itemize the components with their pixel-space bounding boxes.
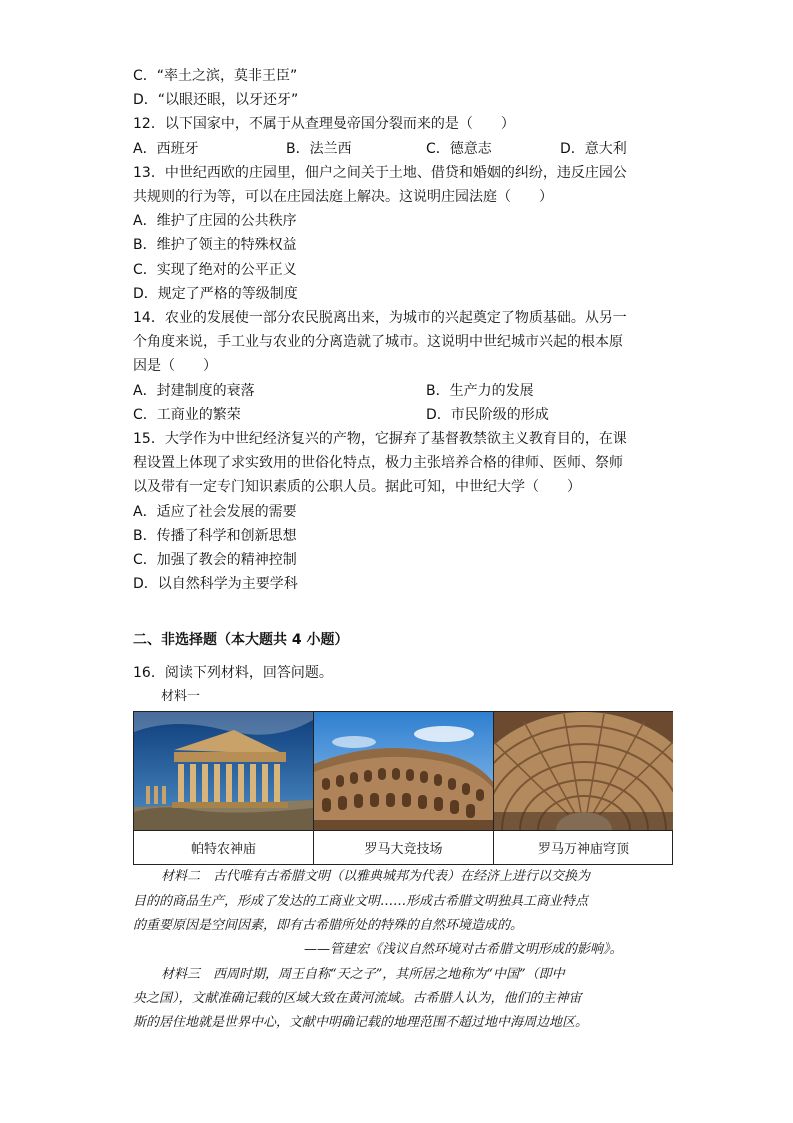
material1-label: 材料一 [161, 689, 201, 704]
figure-pantheon [494, 712, 673, 864]
pantheon-photo [494, 712, 673, 831]
q13-stem-line2: 共规则的行为等，可以在庄园法庭上解决。这说明庄园法庭（ ） [133, 189, 553, 205]
q15-option-a: A．适应了社会发展的需要 [133, 504, 297, 520]
q13-option-b: B．维护了领主的特殊权益 [133, 237, 297, 253]
q14-stem-line3: 因是（ ） [133, 358, 217, 374]
section-heading: 二、非选择题（本大题共 4 小题） [133, 632, 349, 648]
material2-line1: 材料二 古代唯有古希腊文明（以雅典城邦为代表）在经济上进行以交换为 [161, 869, 591, 884]
q15-stem-line2: 程设置上体现了求实致用的世俗化特点，极力主张培养合格的律师、医师、祭师 [133, 455, 623, 471]
material3-line1: 材料三 西周时期，周王自称“天之子”，其所居之地称为“中国”（即中 [161, 967, 565, 982]
figure-parthenon [134, 712, 314, 864]
q14-option-a: A．封建制度的衰落 [133, 383, 255, 399]
q15-option-b: B．传播了科学和创新思想 [133, 528, 297, 544]
colosseum-photo [314, 712, 493, 831]
q14-stem-line1: 14．农业的发展使一部分农民脱离出来，为城市的兴起奠定了物质基础。从另一 [133, 310, 627, 326]
q12-option-a: A．西班牙 [133, 141, 199, 157]
q13-stem-line1: 13．中世纪西欧的庄园里，佃户之间关于土地、借贷和婚姻的纠纷，违反庄园公 [133, 165, 627, 181]
q13-option-a: A．维护了庄园的公共秩序 [133, 213, 297, 229]
q12-option-c: C．德意志 [426, 141, 492, 157]
parthenon-photo [134, 712, 313, 831]
material3-line2: 央之国），文献准确记载的区域大致在黄河流域。古希腊人认为，他们的主神宙 [133, 991, 582, 1006]
q14-option-b: B．生产力的发展 [426, 383, 534, 399]
q12-option-b: B．法兰西 [286, 141, 352, 157]
material3-line3: 斯的居住地就是世界中心，文献中明确记载的地理范围不超过地中海周边地区。 [133, 1015, 589, 1030]
q16-stem: 16．阅读下列材料，回答问题。 [133, 665, 333, 681]
q15-stem-line3: 以及带有一定专门知识素质的公职人员。据此可知，中世纪大学（ ） [133, 479, 581, 495]
caption-colosseum: 罗马大竞技场 [364, 842, 443, 857]
q14-option-d: D．市民阶级的形成 [426, 407, 549, 423]
material2-line3: 的重要原因是空间因素，即有古希腊所处的特殊的自然环境造成的。 [133, 918, 524, 933]
q13-option-d: D．规定了严格的等级制度 [133, 286, 298, 302]
q15-stem-line1: 15．大学作为中世纪经济复兴的产物，它摒弃了基督教禁欲主义教育目的，在课 [133, 431, 627, 447]
caption-pantheon: 罗马万神庙穹顶 [537, 842, 629, 857]
figure-colosseum [314, 712, 494, 864]
q14-option-c: C．工商业的繁荣 [133, 407, 241, 423]
material1-figure-table [133, 711, 673, 865]
material2-line2: 目的的商品生产，形成了发达的工商业文明……形成古希腊文明独具工商业特点 [133, 894, 589, 909]
q15-option-c: C．加强了教会的精神控制 [133, 552, 297, 568]
q13-option-c: C．实现了绝对的公平正义 [133, 262, 297, 278]
q15-option-d: D．以自然科学为主要学科 [133, 576, 298, 592]
q14-stem-line2: 个角度来说，手工业与农业的分离造就了城市。这说明中世纪城市兴起的根本原 [133, 334, 623, 350]
material2-source: ——管建宏《浅议自然环境对古希腊文明形成的影响》。 [304, 942, 623, 957]
q12-stem: 12．以下国家中，不属于从查理曼帝国分裂而来的是（ ） [133, 116, 515, 132]
q11-option-c: C．“率土之滨，莫非王臣” [133, 68, 298, 84]
q11-option-d: D．“以眼还眼，以牙还牙” [133, 92, 299, 108]
q12-option-d: D．意大利 [560, 141, 627, 157]
caption-parthenon: 帕特农神庙 [190, 842, 256, 857]
